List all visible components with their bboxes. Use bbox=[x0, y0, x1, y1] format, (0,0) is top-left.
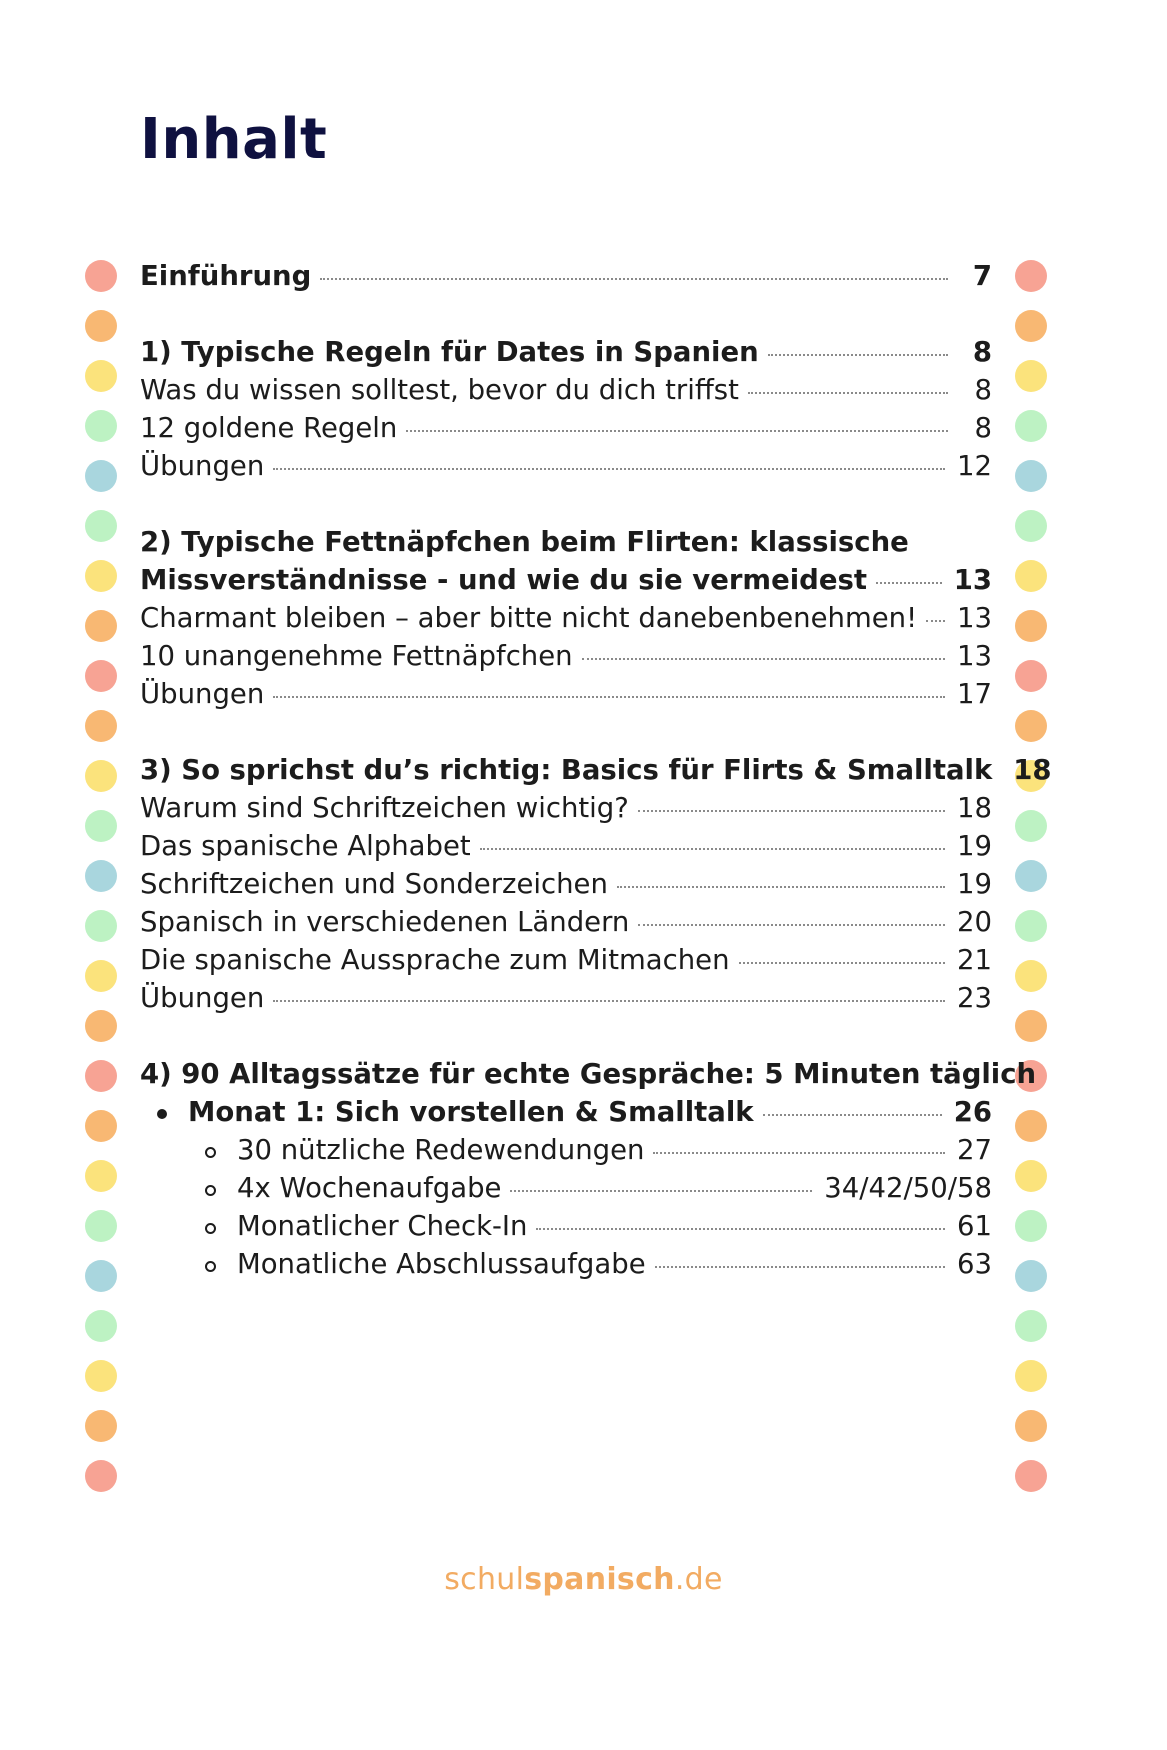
right-dot-14 bbox=[1015, 910, 1047, 942]
toc-entry-page: 61 bbox=[957, 1210, 992, 1242]
right-dot-1 bbox=[1015, 260, 1047, 292]
left-dot-6 bbox=[85, 510, 117, 542]
right-dot-2 bbox=[1015, 310, 1047, 342]
toc-entry-page: 13 bbox=[957, 602, 992, 634]
left-dot-9 bbox=[85, 660, 117, 692]
right-dot-4 bbox=[1015, 410, 1047, 442]
toc-entry bbox=[237, 1168, 992, 1208]
right-dot-20 bbox=[1015, 1210, 1047, 1242]
left-dot-17 bbox=[85, 1060, 117, 1092]
toc-entry-page: 18 bbox=[957, 792, 992, 824]
left-dot-14 bbox=[85, 910, 117, 942]
toc-entry bbox=[140, 408, 992, 448]
toc-dot-leader bbox=[320, 278, 948, 280]
toc-dot-leader bbox=[748, 392, 948, 394]
toc-entry bbox=[140, 522, 992, 562]
toc-dot-leader bbox=[638, 810, 945, 812]
toc-entry bbox=[140, 256, 992, 296]
right-dot-7 bbox=[1015, 560, 1047, 592]
left-dot-11 bbox=[85, 760, 117, 792]
toc-dot-leader bbox=[926, 620, 945, 622]
toc-entry-title: Monatlicher Check-In bbox=[237, 1210, 528, 1242]
toc-entry bbox=[140, 940, 992, 980]
left-dot-16 bbox=[85, 1010, 117, 1042]
right-dot-10 bbox=[1015, 710, 1047, 742]
toc-entry-title: Missverständnisse - und wie du sie vermeidest bbox=[140, 564, 868, 596]
footer-logo-part-spanisch: spanisch bbox=[524, 1562, 675, 1597]
right-dot-3 bbox=[1015, 360, 1047, 392]
toc-entry-page: 63 bbox=[957, 1248, 992, 1280]
toc-dot-leader bbox=[638, 924, 945, 926]
toc-entry-title: Die spanische Aussprache zum Mitmachen bbox=[140, 944, 730, 976]
toc-entry-page: 7 bbox=[972, 260, 992, 292]
right-dot-25 bbox=[1015, 1460, 1047, 1492]
toc-entry-page: 17 bbox=[957, 678, 992, 710]
right-dot-13 bbox=[1015, 860, 1047, 892]
right-dot-9 bbox=[1015, 660, 1047, 692]
toc-dot-leader bbox=[655, 1266, 945, 1268]
toc-dot-leader bbox=[536, 1228, 945, 1230]
left-dot-23 bbox=[85, 1360, 117, 1392]
toc-entry-page: 20 bbox=[957, 906, 992, 938]
toc-entry bbox=[140, 902, 992, 942]
left-dot-3 bbox=[85, 360, 117, 392]
toc-dot-leader bbox=[876, 582, 942, 584]
bullet-circle-icon bbox=[205, 1223, 216, 1234]
toc-entry-page: 34/42/50/58 bbox=[824, 1172, 992, 1204]
toc-entry bbox=[140, 674, 992, 714]
toc-entry-title: 2) Typische Fettnäpfchen beim Flirten: klassische bbox=[140, 526, 909, 558]
toc-entry-title: Warum sind Schriftzeichen wichtig? bbox=[140, 792, 629, 824]
bullet-circle-icon bbox=[205, 1185, 216, 1196]
toc-entry-page: 21 bbox=[957, 944, 992, 976]
left-dot-19 bbox=[85, 1160, 117, 1192]
toc-entry bbox=[140, 1054, 1037, 1094]
toc-entry-page: 8 bbox=[974, 412, 992, 444]
right-dot-22 bbox=[1015, 1310, 1047, 1342]
left-dot-25 bbox=[85, 1460, 117, 1492]
toc-entry-title: Schriftzeichen und Sonderzeichen bbox=[140, 868, 608, 900]
toc-entry-page: 8 bbox=[972, 336, 992, 368]
toc-entry bbox=[140, 446, 992, 486]
toc-entry bbox=[237, 1206, 992, 1246]
left-dot-10 bbox=[85, 710, 117, 742]
toc-dot-leader bbox=[510, 1190, 812, 1192]
bullet-circle-icon bbox=[205, 1261, 216, 1272]
toc-entry-title: Was du wissen solltest, bevor du dich triffst bbox=[140, 374, 739, 406]
left-dot-2 bbox=[85, 310, 117, 342]
bullet-disc-icon bbox=[157, 1109, 167, 1119]
right-dot-19 bbox=[1015, 1160, 1047, 1192]
toc-entry bbox=[237, 1130, 992, 1170]
footer-logo-part-schul: schul bbox=[444, 1562, 525, 1597]
footer-logo bbox=[0, 1562, 1167, 1597]
toc-entry bbox=[140, 598, 992, 638]
toc-dot-leader bbox=[480, 848, 945, 850]
toc-entry-title: 4x Wochenaufgabe bbox=[237, 1172, 502, 1204]
toc-dot-leader bbox=[653, 1152, 945, 1154]
toc-dot-leader bbox=[273, 1000, 945, 1002]
toc-dot-leader bbox=[768, 354, 948, 356]
right-dot-5 bbox=[1015, 460, 1047, 492]
right-dot-16 bbox=[1015, 1010, 1047, 1042]
right-dot-8 bbox=[1015, 610, 1047, 642]
left-dot-4 bbox=[85, 410, 117, 442]
toc-entry-title: 4) 90 Alltagssätze für echte Gespräche: 5 Minuten täglich bbox=[140, 1058, 1037, 1090]
toc-dot-leader bbox=[273, 468, 945, 470]
toc-entry bbox=[237, 1244, 992, 1284]
toc-entry bbox=[140, 750, 1052, 790]
footer-logo-part-de: .de bbox=[674, 1562, 723, 1597]
right-dot-23 bbox=[1015, 1360, 1047, 1392]
left-dot-8 bbox=[85, 610, 117, 642]
toc-entry-title: Das spanische Alphabet bbox=[140, 830, 471, 862]
toc-entry-title: Einführung bbox=[140, 260, 312, 292]
toc-entry-page: 27 bbox=[957, 1134, 992, 1166]
right-dot-6 bbox=[1015, 510, 1047, 542]
left-dot-20 bbox=[85, 1210, 117, 1242]
left-dot-21 bbox=[85, 1260, 117, 1292]
right-dot-15 bbox=[1015, 960, 1047, 992]
toc-entry bbox=[140, 788, 992, 828]
left-dot-12 bbox=[85, 810, 117, 842]
toc-entry-title: 10 unangenehme Fettnäpfchen bbox=[140, 640, 573, 672]
toc-entry-title: 3) So sprichst du’s richtig: Basics für Flirts & Smalltalk bbox=[140, 754, 993, 786]
toc-entry-title: Charmant bleiben – aber bitte nicht danebenbenehmen! bbox=[140, 602, 918, 634]
toc-dot-leader bbox=[406, 430, 948, 432]
toc-entry-title: Spanisch in verschiedenen Ländern bbox=[140, 906, 630, 938]
left-dot-22 bbox=[85, 1310, 117, 1342]
toc-entry-page: 19 bbox=[957, 868, 992, 900]
toc-entry bbox=[140, 636, 992, 676]
left-dot-24 bbox=[85, 1410, 117, 1442]
toc-entry-title: Monatliche Abschlussaufgabe bbox=[237, 1248, 646, 1280]
left-dot-1 bbox=[85, 260, 117, 292]
bullet-circle-icon bbox=[205, 1147, 216, 1158]
right-dot-21 bbox=[1015, 1260, 1047, 1292]
toc-entry-title: 1) Typische Regeln für Dates in Spanien bbox=[140, 336, 759, 368]
toc-entry-title: Übungen bbox=[140, 982, 265, 1014]
right-dot-18 bbox=[1015, 1110, 1047, 1142]
toc-dot-leader bbox=[273, 696, 945, 698]
toc-dot-leader bbox=[582, 658, 945, 660]
toc-entry bbox=[140, 370, 992, 410]
toc-entry-page: 13 bbox=[953, 564, 992, 596]
toc-entry bbox=[140, 332, 992, 372]
left-dot-13 bbox=[85, 860, 117, 892]
toc-dot-leader bbox=[617, 886, 945, 888]
toc-entry-title: Übungen bbox=[140, 678, 265, 710]
right-dot-12 bbox=[1015, 810, 1047, 842]
toc-entry bbox=[140, 864, 992, 904]
left-dot-15 bbox=[85, 960, 117, 992]
left-dot-7 bbox=[85, 560, 117, 592]
toc-entry-page: 26 bbox=[953, 1096, 992, 1128]
toc-entry-title: 30 nützliche Redewendungen bbox=[237, 1134, 645, 1166]
page-title: Inhalt bbox=[140, 107, 328, 172]
toc-entry-title: Übungen bbox=[140, 450, 265, 482]
toc-dot-leader bbox=[739, 962, 945, 964]
left-dot-18 bbox=[85, 1110, 117, 1142]
right-dot-24 bbox=[1015, 1410, 1047, 1442]
left-dot-5 bbox=[85, 460, 117, 492]
toc-entry bbox=[140, 560, 992, 600]
toc-entry bbox=[188, 1092, 992, 1132]
toc-entry-page: 12 bbox=[957, 450, 992, 482]
toc-entry-page: 23 bbox=[957, 982, 992, 1014]
toc-dot-leader bbox=[763, 1114, 942, 1116]
toc-entry-title: Monat 1: Sich vorstellen & Smalltalk bbox=[188, 1096, 754, 1128]
toc-entry bbox=[140, 978, 992, 1018]
toc-entry-page: 13 bbox=[957, 640, 992, 672]
toc-entry-page: 8 bbox=[974, 374, 992, 406]
toc-entry bbox=[140, 826, 992, 866]
toc-entry-page: 18 bbox=[1013, 754, 1052, 786]
toc-entry-title: 12 goldene Regeln bbox=[140, 412, 398, 444]
toc-entry-page: 19 bbox=[957, 830, 992, 862]
